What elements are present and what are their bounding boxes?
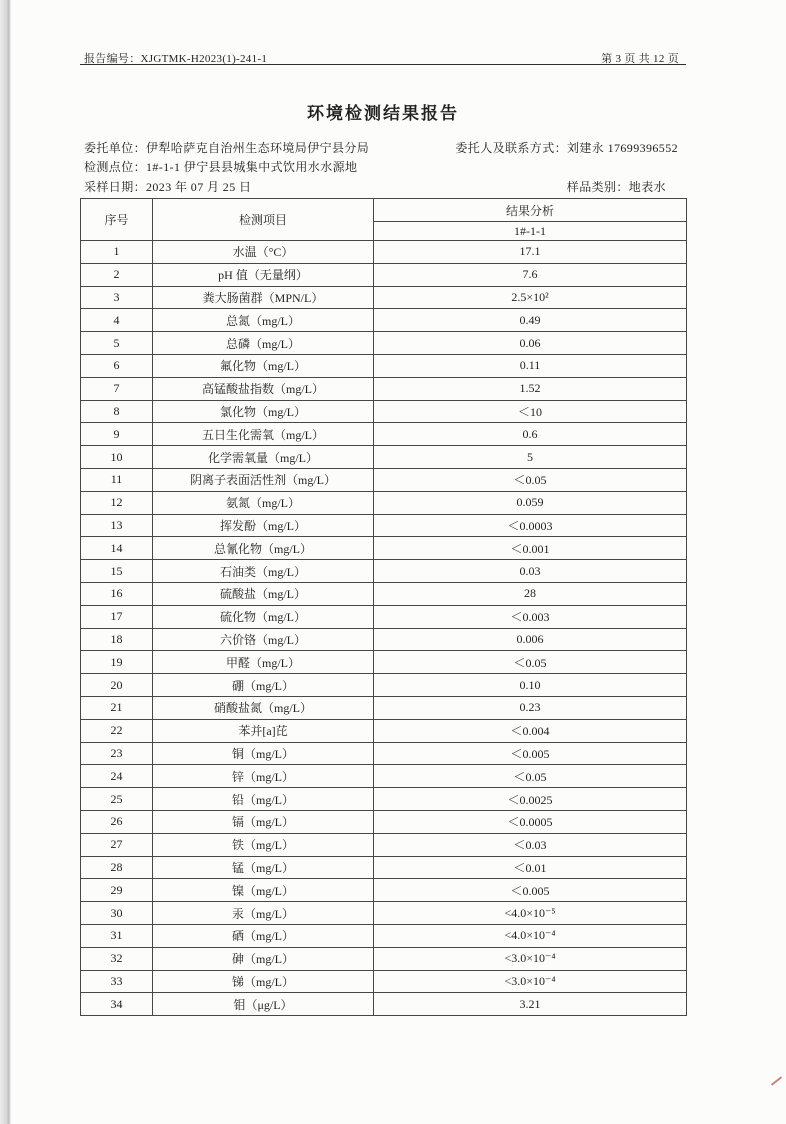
table-row [81,605,687,628]
result-value: ＜0.01 [374,856,687,879]
result-value: 0.06 [374,332,687,355]
test-item: 氟化物（mg/L） [153,354,374,377]
result-value: 5 [374,446,687,469]
results-table-body [81,241,687,1016]
result-value: 0.23 [374,696,687,719]
header-row [81,199,687,222]
result-value: 0.11 [374,354,687,377]
row-number: 3 [81,286,153,309]
row-number: 33 [81,970,153,993]
row-number: 11 [81,468,153,491]
header-number: 序号 [81,199,153,241]
table-row [81,788,687,811]
sample-type: 样品类别：地表水 [566,180,666,194]
info-row-date [84,178,678,195]
row-number: 10 [81,446,153,469]
test-item: 总氮（mg/L） [153,309,374,332]
row-number: 27 [81,833,153,856]
result-value: ＜0.05 [374,765,687,788]
table-row [81,719,687,742]
result-value: 0.49 [374,309,687,332]
info-row-client [84,139,678,156]
test-item: 硼（mg/L） [153,674,374,697]
row-number: 34 [81,993,153,1016]
row-number: 28 [81,856,153,879]
test-item: 总磷（mg/L） [153,332,374,355]
result-value: <4.0×10⁻⁵ [374,902,687,925]
sampling-date: 采样日期：2023 年 07 月 25 日 [84,180,252,194]
table-row [81,696,687,719]
scan-edge [0,0,11,1124]
table-row [81,810,687,833]
table-row [81,514,687,537]
result-value: 3.21 [374,993,687,1016]
test-item: 硫化物（mg/L） [153,605,374,628]
table-row [81,628,687,651]
test-item: 钼（μg/L） [153,993,374,1016]
result-value: 0.006 [374,628,687,651]
table-row [81,651,687,674]
row-number: 23 [81,742,153,765]
result-value: 0.6 [374,423,687,446]
test-item: 镍（mg/L） [153,879,374,902]
table-row [81,765,687,788]
row-number: 1 [81,241,153,264]
row-number: 2 [81,263,153,286]
test-item: 砷（mg/L） [153,947,374,970]
result-value: ＜0.0025 [374,788,687,811]
report-number: 报告编号：XJGTMK-H2023(1)-241-1 [84,53,268,65]
row-number: 19 [81,651,153,674]
results-table-header [81,199,687,241]
result-value: ＜0.0005 [374,810,687,833]
test-item: 汞（mg/L） [153,902,374,925]
row-number: 22 [81,719,153,742]
row-number: 30 [81,902,153,925]
result-value: ＜0.001 [374,537,687,560]
table-row [81,286,687,309]
row-number: 20 [81,674,153,697]
result-value: 1.52 [374,377,687,400]
row-number: 16 [81,582,153,605]
test-item: 总氰化物（mg/L） [153,537,374,560]
result-value: ＜10 [374,400,687,423]
test-item: 硝酸盐氮（mg/L） [153,696,374,719]
row-number: 6 [81,354,153,377]
result-value: 7.6 [374,263,687,286]
test-item: 六价铬（mg/L） [153,628,374,651]
table-row [81,332,687,355]
info-row-location [84,158,678,175]
row-number: 17 [81,605,153,628]
results-table [80,198,687,1016]
header-test-item: 检测项目 [153,199,374,241]
test-item: pH 值（无量纲） [153,263,374,286]
test-item: 铁（mg/L） [153,833,374,856]
table-row [81,537,687,560]
result-value: <4.0×10⁻⁴ [374,924,687,947]
row-number: 26 [81,810,153,833]
table-row [81,377,687,400]
table-row [81,309,687,332]
result-value: <3.0×10⁻⁴ [374,947,687,970]
row-number: 12 [81,491,153,514]
table-row [81,491,687,514]
test-item: 硫酸盐（mg/L） [153,582,374,605]
table-row [81,468,687,491]
test-item: 铜（mg/L） [153,742,374,765]
row-number: 21 [81,696,153,719]
page-indicator: 第 3 页 共 12 页 [601,53,679,65]
header-sample-id: 1#-1-1 [374,222,687,241]
test-item: 高锰酸盐指数（mg/L） [153,377,374,400]
row-number: 5 [81,332,153,355]
result-value: ＜0.03 [374,833,687,856]
result-value: <3.0×10⁻⁴ [374,970,687,993]
table-row [81,423,687,446]
result-value: ＜0.004 [374,719,687,742]
table-row [81,263,687,286]
row-number: 14 [81,537,153,560]
result-value: 0.059 [374,491,687,514]
test-item: 锑（mg/L） [153,970,374,993]
test-item: 五日生化需氧（mg/L） [153,423,374,446]
result-value: 2.5×10² [374,286,687,309]
row-number: 15 [81,560,153,583]
test-item: 苯并[a]芘 [153,719,374,742]
test-item: 硒（mg/L） [153,924,374,947]
test-item: 氯化物（mg/L） [153,400,374,423]
table-row [81,902,687,925]
client-contact: 委托人及联系方式：刘建永 17699396552 [455,141,678,155]
row-number: 29 [81,879,153,902]
row-number: 9 [81,423,153,446]
test-item: 铅（mg/L） [153,788,374,811]
header-divider [80,64,686,65]
result-value: 17.1 [374,241,687,264]
table-row [81,354,687,377]
table-row [81,400,687,423]
page-title: 环境检测结果报告 [307,104,459,123]
row-number: 4 [81,309,153,332]
row-number: 7 [81,377,153,400]
table-row [81,856,687,879]
row-number: 25 [81,788,153,811]
result-value: ＜0.003 [374,605,687,628]
row-number: 32 [81,947,153,970]
result-value: ＜0.005 [374,879,687,902]
test-item: 镉（mg/L） [153,810,374,833]
row-number: 18 [81,628,153,651]
test-item: 锌（mg/L） [153,765,374,788]
result-value: ＜0.005 [374,742,687,765]
test-item: 氨氮（mg/L） [153,491,374,514]
table-row [81,879,687,902]
test-item: 甲醛（mg/L） [153,651,374,674]
row-number: 31 [81,924,153,947]
test-item: 粪大肠菌群（MPN/L） [153,286,374,309]
test-item: 化学需氧量（mg/L） [153,446,374,469]
row-number: 8 [81,400,153,423]
test-item: 阴离子表面活性剂（mg/L） [153,468,374,491]
table-row [81,560,687,583]
test-item: 水温（°C） [153,241,374,264]
test-item: 锰（mg/L） [153,856,374,879]
table-row [81,970,687,993]
header-result-analysis: 结果分析 [374,199,687,222]
result-value: 0.03 [374,560,687,583]
table-row [81,446,687,469]
row-number: 24 [81,765,153,788]
table-row [81,833,687,856]
result-value: 0.10 [374,674,687,697]
result-value: 28 [374,582,687,605]
table-row [81,947,687,970]
table-row [81,742,687,765]
table-row [81,924,687,947]
client-unit: 委托单位：伊犁哈萨克自治州生态环境局伊宁县分局 [84,141,370,155]
table-row [81,674,687,697]
result-value: ＜0.0003 [374,514,687,537]
pen-mark [771,1076,782,1086]
result-value: ＜0.05 [374,468,687,491]
result-value: ＜0.05 [374,651,687,674]
row-number: 13 [81,514,153,537]
sampling-location: 检测点位：1#-1-1 伊宁县县城集中式饮用水水源地 [84,160,358,174]
table-row [81,241,687,264]
test-item: 石油类（mg/L） [153,560,374,583]
test-item: 挥发酚（mg/L） [153,514,374,537]
table-row [81,993,687,1016]
table-row [81,582,687,605]
